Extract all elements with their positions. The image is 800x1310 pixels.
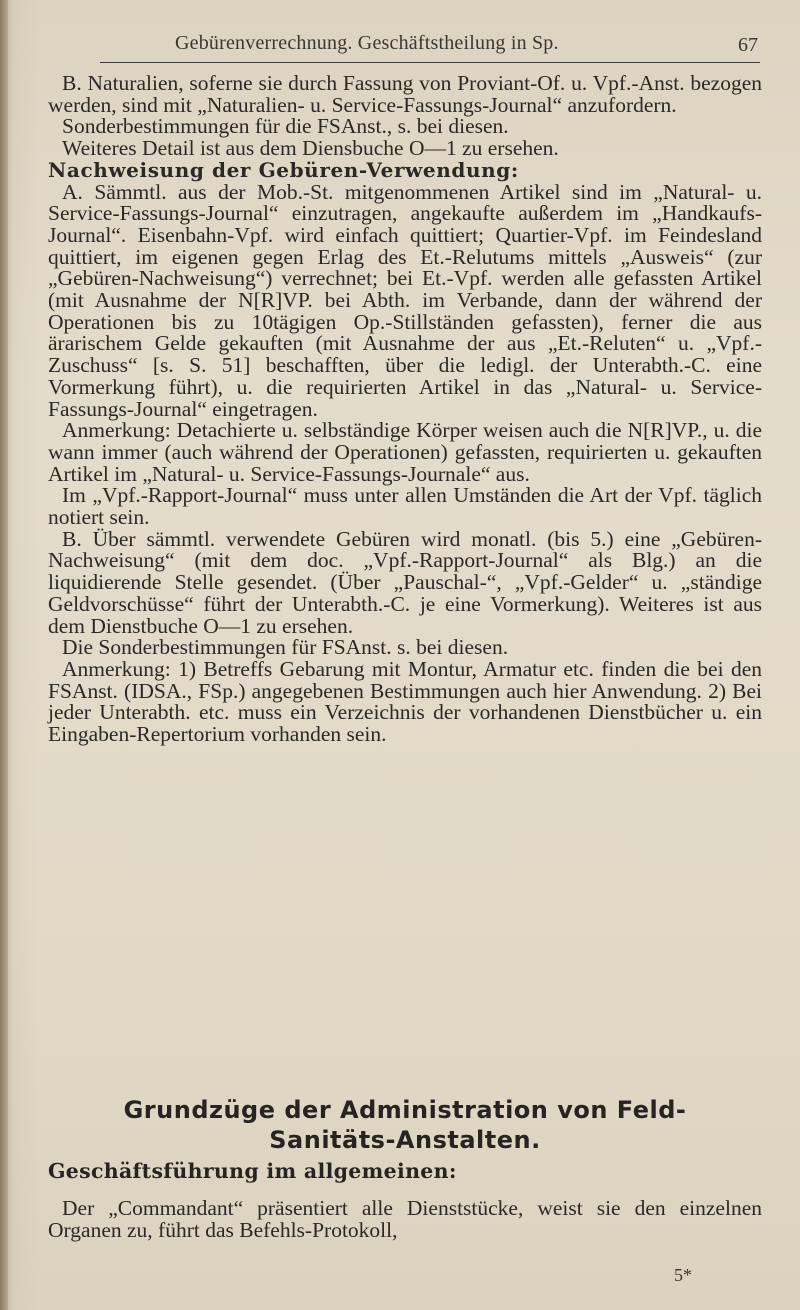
main-text — [48, 73, 762, 746]
paragraph-sonderbestimmungen-fsanst: Die Sonderbestimmungen für FSAnst. s. bei diesen. — [62, 635, 509, 660]
paragraph-a-saemmtl: A. Sämmtl. aus der Mob.-St. mitgenommenen Artikel sind im „Natural- u. Service-Fassungs-Journal“ einzutragen, angekaufte außerdem im „Handkaufs-Journal“. Eisenbahn-Vpf. wird einfach quittiert; Quartier-Vpf. im Feindesland quittiert, im eigenen gegen Erlag des Et.-Relutums mittels „Ausweis“ (zur „Gebüren-Nachweisung“) verrechnet; bei Et.-Vpf. werden alle gefassten Artikel (mit Ausnahme der N[R]VP. bei Abth. im Verbande, dann der während der Operationen bis zu 10tägigen Op.-Stillständen gefassten), ferner die aus ärarischem Gelde gekauften (mit Ausnahme der aus „Et.-Reluten“ u. „Vpf.-Zuschuss“ [s. S. 51] beschafften, über die ledigl. der Unterabth.-C. eine Vormerkung führt), u. die requirierten Artikel in das „Natural- u. Service-Fassungs-Journal“ eingetragen. — [48, 179, 762, 421]
paragraph-b-gebueren: B. Über sämmtl. verwendete Gebüren wird monatl. (bis 5.) eine „Gebüren-Nachweisung“ (mit dem doc. „Vpf.-Rapport-Journal“ als Blg.) an die liquidierende Stelle gesendet. (Über „Pauschal-“, „Vpf.-Gelder“ u. „ständige Geldvorschüsse“ führt der Unterabth.-C. je eine Vormerkung). Weiteres ist aus dem Dienstbuche O—1 zu ersehen. — [48, 526, 762, 638]
running-head: Gebürenverrechnung. Geschäftstheilung in Sp. — [175, 32, 559, 54]
page-number: 67 — [738, 34, 758, 56]
paragraph-b-naturalien: B. Naturalien, soferne sie durch Fassung von Proviant-Of. u. Vpf.-Anst. bezogen werden, sind mit „Naturalien- u. Service-Fassungs-Journal“ anzufordern. — [48, 71, 762, 117]
sub-heading-geschaeftsfuehrung: Geschäftsführung im allgemeinen: — [48, 1159, 457, 1183]
binding-edge — [0, 0, 8, 1310]
signature-mark: 5* — [674, 1265, 692, 1285]
paragraph-anmerkung-gebarung: Anmerkung: 1) Betreffs Gebarung mit Montur, Armatur etc. finden die bei den FSAnst. (IDSA., FSp.) angegebenen Bestimmungen auch hier Anwendung. 2) Bei jeder Unterabth. etc. muss ein Verzeichnis der vorhandenen Dienstbücher u. ein Eingaben-Repertorium vorhanden sein. — [48, 656, 762, 747]
paragraph-rapport-journal: Im „Vpf.-Rapport-Journal“ muss unter allen Umständen die Art der Vpf. täglich notiert sein. — [48, 483, 762, 530]
paragraph-anmerkung-detachierte: Anmerkung: Detachierte u. selbständige Körper weisen auch die N[R]VP., u. die wann immer (auch während der Operationen) gefassten, requirierten u. gekauften Artikel im „Natural- u. Service-Fassungs-Journale“ aus. — [48, 418, 762, 486]
section-title — [48, 1095, 762, 1155]
paragraph-sonderbestimmungen: Sonderbestimmungen für die FSAnst., s. bei diesen. — [62, 114, 509, 139]
paragraph-commandant: Der „Commandant“ präsentiert alle Dienststücke, weist sie den einzelnen Organen zu, führt das Befehls-Protokoll, — [48, 1196, 762, 1242]
closing-text — [48, 1197, 762, 1241]
section-title-line-1: Grundzüge der Administration von Feld- — [123, 1096, 687, 1124]
header-rule — [100, 62, 760, 63]
heading-nachweisung: Nachweisung der Gebüren-Verwendung: — [48, 157, 519, 182]
section-title-line-2: Sanitäts-Anstalten. — [269, 1126, 541, 1154]
paragraph-weiteres-detail: Weiteres Detail ist aus dem Diensbuche O—1 zu ersehen. — [62, 136, 559, 161]
